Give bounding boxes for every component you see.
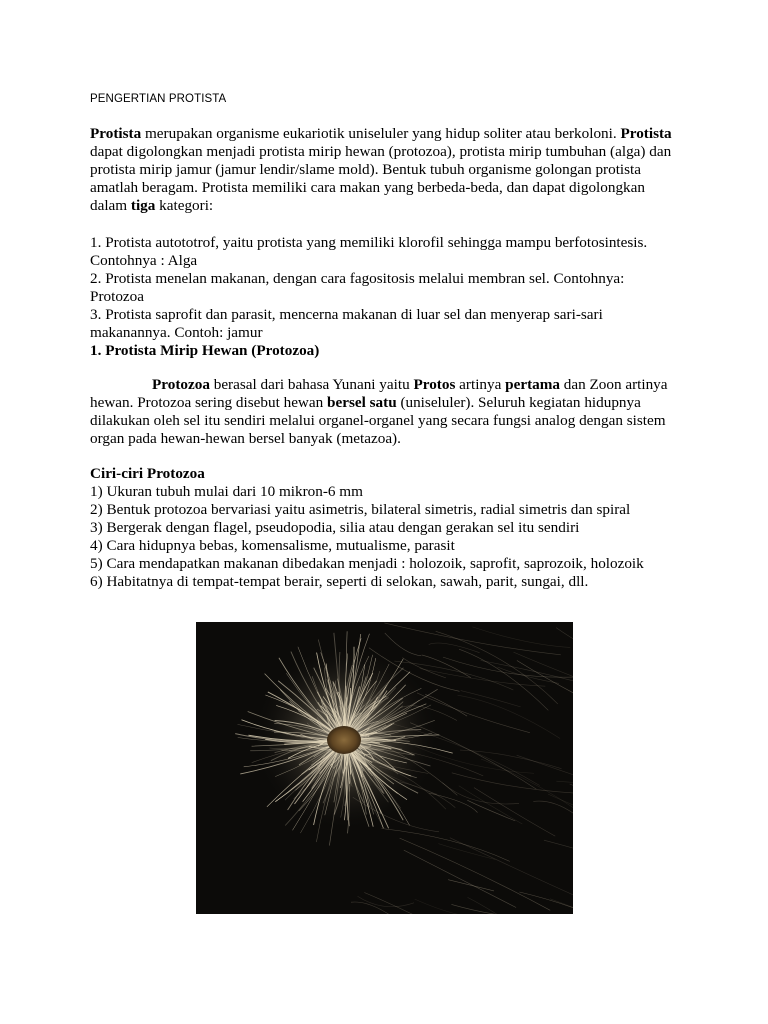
list-item: 6) Habitatnya di tempat-tempat berair, seperti di selokan, sawah, parit, sungai, dll. [90,573,589,590]
text-run: dan Zoon artinya hewan. Protozoa sering disebut hewan [90,376,668,411]
bold-term: Protista [90,125,142,142]
list-item: 2) Bentuk protozoa bervariasi yaitu asimetris, bilateral simetris, radial simetris dan spiral [90,501,631,518]
list-item: 2. Protista menelan makanan, dengan cara fagositosis melalui membran sel. Contohnya: Protozoa [90,270,625,305]
protozoa-paragraph [90,376,680,448]
text-run: (uniseluler). Seluruh kegiatan hidupnya dilakukan oleh sel itu sendiri melalui organel-organel yang secara fungsi analog dengan sistem organ pada hewan-hewan bersel banyak (metazoa). [90,394,666,447]
ciri-list [90,465,680,591]
bold-term: bersel satu [327,394,397,411]
text-run: dapat digolongkan menjadi protista mirip hewan (protozoa), protista mirip tumbuhan (alga) dan protista mirip jamur (jamur lendir/slame mold). Bentuk tubuh organisme golongan protista amatlah beragam. Protista memiliki cara makan yang berbeda-beda, dan dapat digolongkan dalam [90,143,672,214]
protozoa-illustration [196,622,573,914]
bold-term: pertama [505,376,560,393]
list-item: 4) Cara hidupnya bebas, komensalisme, mutualisme, parasit [90,537,455,554]
text-run: kategori: [155,197,214,214]
list-item: 3) Bergerak dengan flagel, pseudopodia, silia atau dengan gerakan sel itu sendiri [90,519,580,536]
list-item: 3. Protista saprofit dan parasit, mencerna makanan di luar sel dan menyerap sari-sari makanannya. Contoh: jamur [90,306,603,341]
list-item: 1. Protista autototrof, yaitu protista yang memiliki klorofil sehingga mampu berfotosintesis. Contohnya : Alga [90,234,648,269]
intro-paragraph [90,125,680,215]
text-run: artinya [455,376,506,393]
protista-types-list [90,234,680,342]
ciri-title: Ciri-ciri Protozoa [90,465,205,482]
protozoa-photo [196,622,573,914]
bold-term: Protos [413,376,456,393]
page-heading: PENGERTIAN PROTISTA [90,93,227,105]
bold-term: tiga [130,197,156,214]
text-run: merupakan organisme eukariotik uniseluler yang hidup soliter atau berkoloni. [141,125,621,142]
text-run: berasal dari bahasa Yunani yaitu [209,376,414,393]
list-item: 5) Cara mendapatkan makanan dibedakan menjadi : holozoik, saprofit, saprozoik, holozoik [90,555,644,572]
bold-term: Protista [620,125,672,142]
bold-term: Protozoa [152,376,210,393]
section-title: 1. Protista Mirip Hewan (Protozoa) [90,342,320,359]
cell-core [327,726,361,754]
list-item: 1) Ukuran tubuh mulai dari 10 mikron-6 mm [90,483,363,500]
